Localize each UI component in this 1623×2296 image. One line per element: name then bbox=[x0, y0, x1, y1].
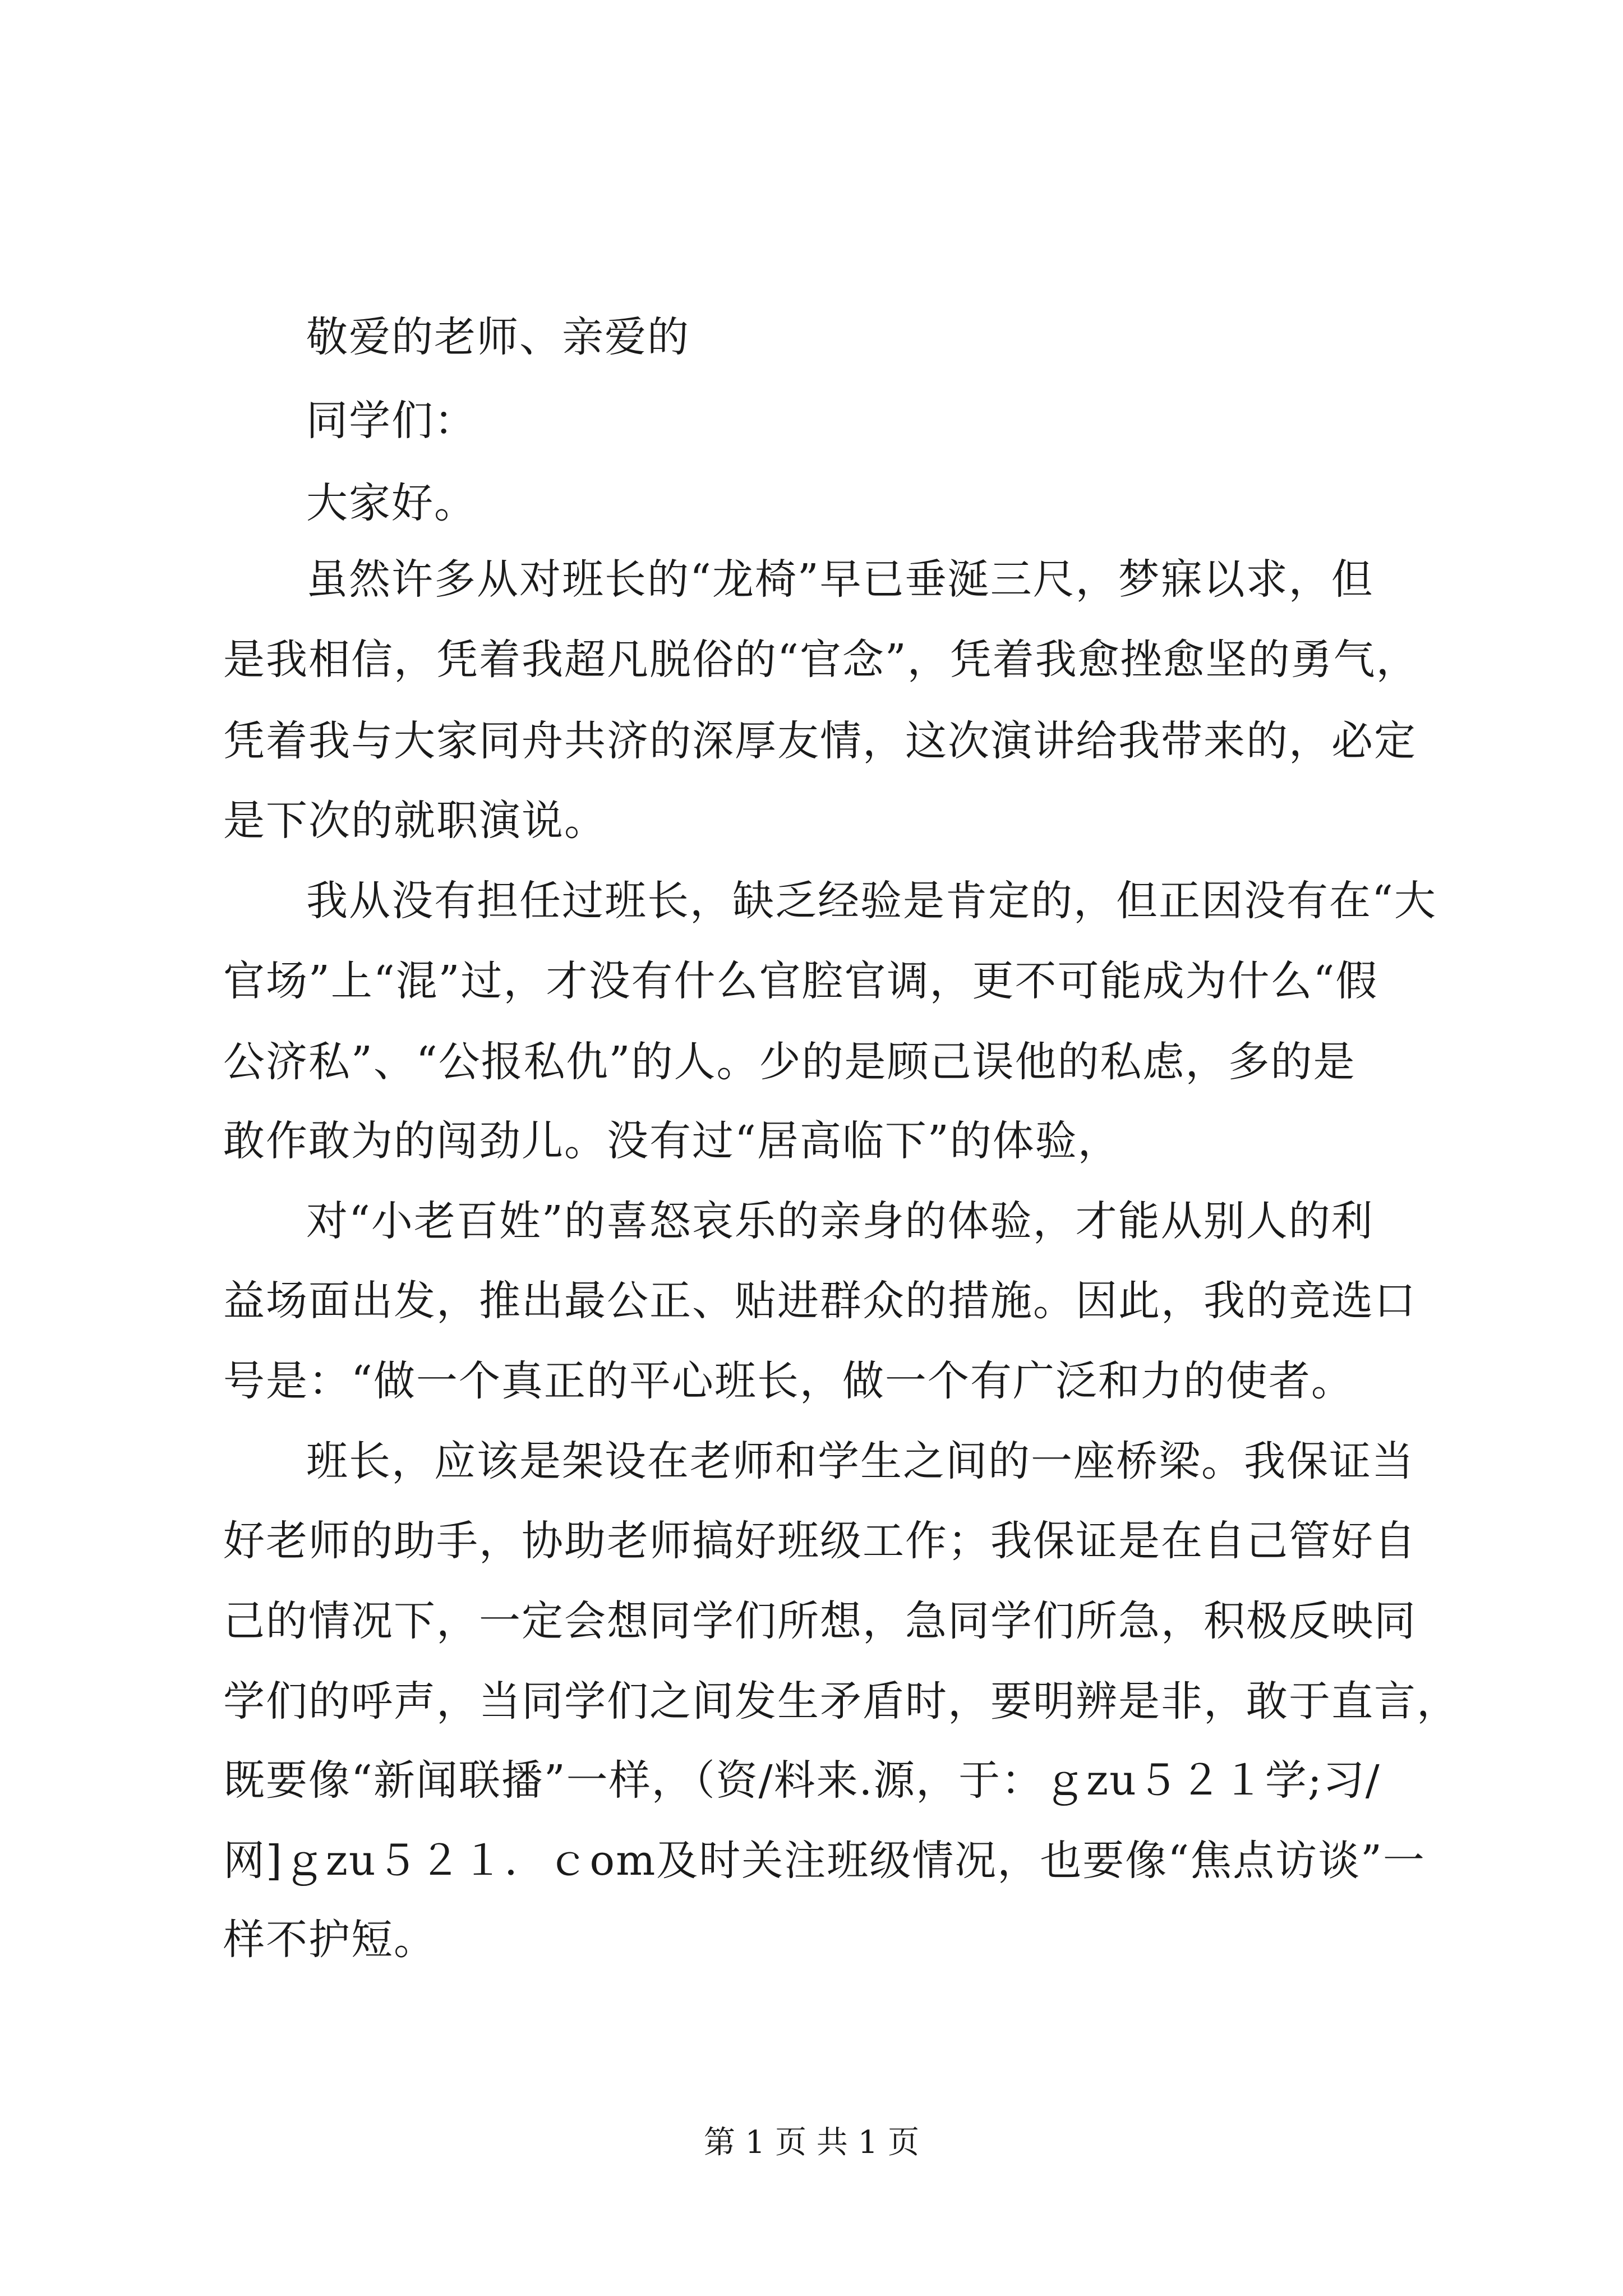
text-line: 官场”上“混”过，才没有什么官腔官调，更不可能成为什么“假 bbox=[223, 957, 1378, 1005]
text-line: 我从没有担任过班长，缺乏经验是肯定的，但正因没有在“大 bbox=[306, 877, 1437, 925]
page-footer: 第 1 页 共 1 页 bbox=[703, 2124, 920, 2161]
text-line: 是下次的就职演说。 bbox=[223, 797, 607, 845]
text-line: 样不护短。 bbox=[223, 1916, 436, 1964]
text-line: 虽然许多从对班长的“龙椅”早已垂涎三尺，梦寐以求，但 bbox=[306, 555, 1374, 604]
text-line: 班长，应该是架设在老师和学生之间的一座桥梁。我保证当 bbox=[306, 1437, 1414, 1485]
text-line: 号是：“做一个真正的平心班长，做一个有广泛和力的使者。 bbox=[223, 1357, 1354, 1405]
text-line: 凭着我与大家同舟共济的深厚友情，这次演讲给我带来的，必定 bbox=[223, 717, 1417, 765]
text-line: 敬爱的老师、亲爱的 bbox=[306, 313, 690, 361]
text-line: 大家好。 bbox=[306, 479, 477, 527]
text-line: 好老师的助手，协助老师搞好班级工作；我保证是在自己管好自 bbox=[223, 1517, 1417, 1565]
text-line: 学们的呼声，当同学们之间发生矛盾时，要明辨是非，敢于直言， bbox=[223, 1677, 1459, 1726]
text-line: 敢作敢为的闯劲儿。没有过“居高临下”的体验， bbox=[223, 1117, 1121, 1165]
text-line: 是我相信，凭着我超凡脱俗的“官念”，凭着我愈挫愈坚的勇气， bbox=[223, 636, 1419, 684]
text-line: 网]ｇzu５２１．ｃom及时关注班级情况，也要像“焦点访谈”一 bbox=[223, 1837, 1426, 1885]
text-line: 益场面出发，推出最公正、贴进群众的措施。因此，我的竞选口 bbox=[223, 1277, 1417, 1325]
text-line: 己的情况下，一定会想同学们所想，急同学们所急，积极反映同 bbox=[223, 1597, 1417, 1645]
text-line: 同学们： bbox=[306, 397, 477, 445]
text-line: 对“小老百姓”的喜怒哀乐的亲身的体验，才能从别人的利 bbox=[306, 1197, 1374, 1245]
text-line: 公济私”、“公报私仇”的人。少的是顾己误他的私虑，多的是 bbox=[223, 1038, 1356, 1086]
text-line: 既要像“新闻联播”一样，（资/料来.源，于：ｇzu５２１学;习/ bbox=[223, 1756, 1381, 1805]
